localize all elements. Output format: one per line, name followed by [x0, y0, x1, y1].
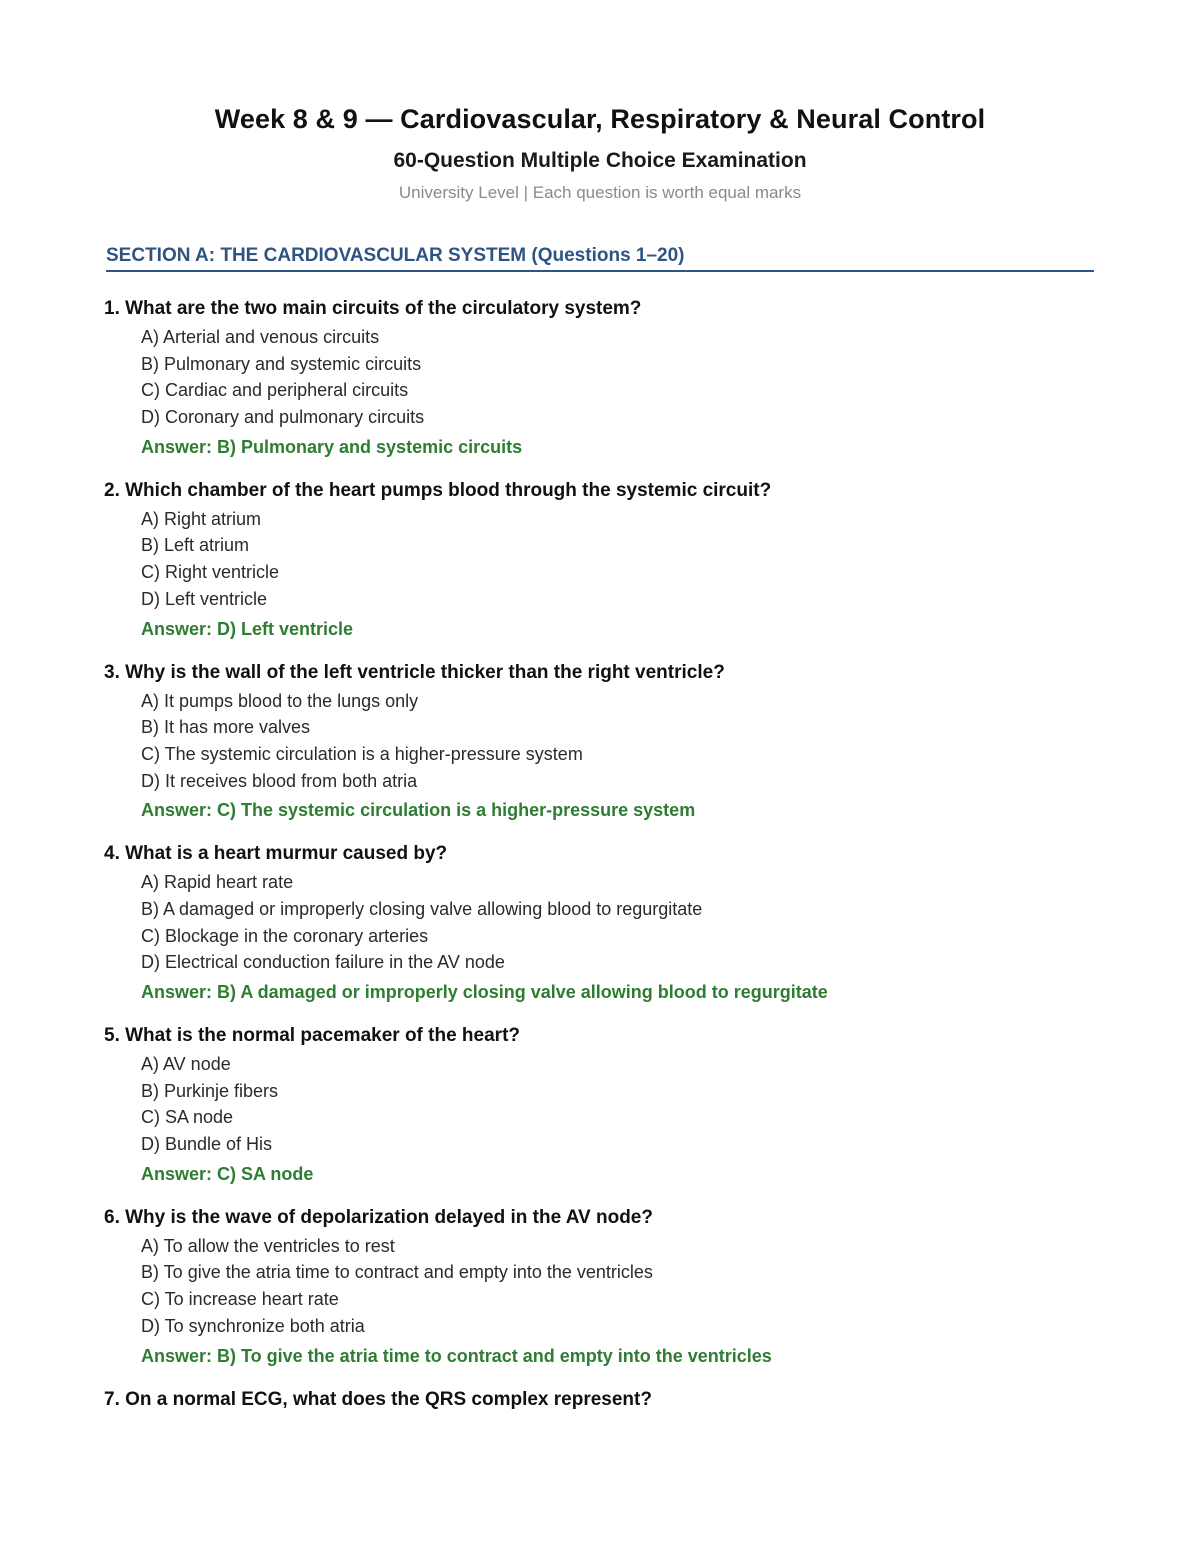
option-d: D) Left ventricle — [141, 588, 268, 609]
question-1 — [104, 297, 1104, 459]
option-b: B) It has more valves — [141, 717, 311, 738]
option-d: D) Coronary and pulmonary circuits — [141, 407, 425, 428]
option-b: B) Purkinje fibers — [141, 1080, 279, 1101]
option-d: D) Electrical conduction failure in the AV node — [141, 952, 505, 973]
document-title: Week 8 & 9 — Cardiovascular, Respiratory & Neural Control — [214, 104, 986, 134]
section-a-heading: SECTION A: THE CARDIOVASCULAR SYSTEM (Questions 1–20) — [106, 245, 1094, 272]
answer: Answer: C) The systemic circulation is a higher-pressure system — [141, 800, 696, 821]
option-c: C) The systemic circulation is a higher-pressure system — [141, 743, 583, 764]
option-a: A) To allow the ventricles to rest — [141, 1235, 395, 1256]
question-text: 4. What is a heart murmur caused by? — [104, 843, 448, 865]
question-text: 7. On a normal ECG, what does the QRS complex represent? — [104, 1388, 652, 1410]
option-c: C) Right ventricle — [141, 562, 280, 583]
document-subtitle: 60-Question Multiple Choice Examination — [393, 149, 807, 172]
option-b: B) A damaged or improperly closing valve allowing blood to regurgitate — [141, 898, 703, 919]
answer: Answer: B) A damaged or improperly closing valve allowing blood to regurgitate — [141, 982, 828, 1002]
question-text: 6. Why is the wave of depolarization delayed in the AV node? — [104, 1206, 653, 1228]
option-d: D) It receives blood from both atria — [141, 770, 418, 791]
option-b: B) To give the atria time to contract and empty into the ventricles — [141, 1262, 653, 1283]
question-text: 3. Why is the wall of the left ventricle thicker than the right ventricle? — [104, 661, 725, 683]
question-2 — [104, 479, 1104, 641]
option-d: D) Bundle of His — [141, 1134, 273, 1155]
option-d: D) To synchronize both atria — [141, 1315, 365, 1336]
option-c: C) To increase heart rate — [141, 1289, 339, 1310]
question-text: 1. What are the two main circuits of the circulatory system? — [104, 298, 642, 319]
option-a: A) Right atrium — [141, 508, 262, 529]
answer: Answer: C) SA node — [141, 1163, 314, 1184]
option-b: B) Left atrium — [141, 535, 250, 556]
question-text: 5. What is the normal pacemaker of the heart? — [104, 1025, 520, 1046]
question-list — [104, 297, 1104, 1435]
option-a: A) Arterial and venous circuits — [141, 327, 380, 347]
answer: Answer: D) Left ventricle — [141, 618, 354, 639]
option-a: A) Rapid heart rate — [141, 872, 294, 893]
answer: Answer: B) To give the atria time to contract and empty into the ventricles — [141, 1345, 772, 1366]
option-a: A) It pumps blood to the lungs only — [141, 690, 419, 711]
question-4 — [104, 842, 1104, 1004]
question-text: 2. Which chamber of the heart pumps blood through the systemic circuit? — [104, 479, 772, 501]
option-c: C) Blockage in the coronary arteries — [141, 925, 429, 946]
answer: Answer: B) Pulmonary and systemic circuits — [141, 436, 523, 457]
option-a: A) AV node — [141, 1054, 231, 1074]
question-5 — [104, 1024, 1104, 1186]
option-c: C) SA node — [141, 1107, 234, 1128]
question-7 — [104, 1388, 1104, 1415]
option-c: C) Cardiac and peripheral circuits — [141, 380, 409, 401]
document-meta: University Level | Each question is worth equal marks — [398, 183, 802, 202]
question-3 — [104, 661, 1104, 823]
question-6 — [104, 1206, 1104, 1368]
option-b: B) Pulmonary and systemic circuits — [141, 353, 422, 374]
